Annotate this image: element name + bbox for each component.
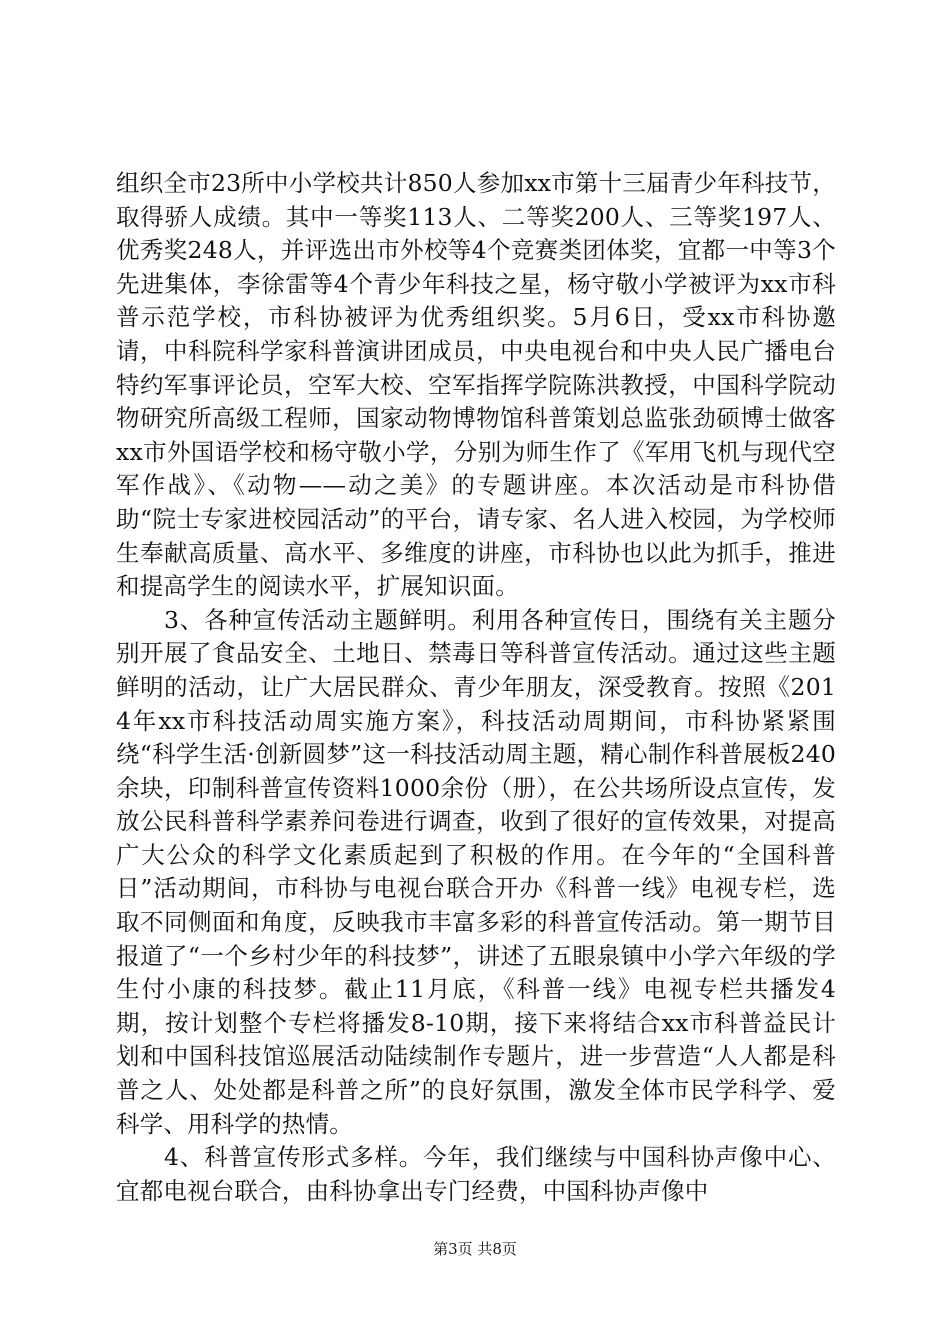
paragraph-continuation: 组织全市23所中小学校共计850人参加xx市第十三届青少年科技节，取得骄人成绩。其中一等奖113人、二等奖200人、三等奖197人、优秀奖248人，并评选出市外校等4个竞赛类团体奖，宜都一中等3个先进集体，李徐雷等4个青少年科技之星，杨守敬小学被评为xx市科普示范学校，市科协被评为优秀组织奖。5月6日，受xx市科协邀请，中科院科学家科普演讲团成员，中央电视台和中央人民广播电台特约军事评论员，空军大校、空军指挥学院陈洪教授，中国科学院动物研究所高级工程师，国家动物博物馆科普策划总监张劲硕博士做客xx市外国语学校和杨守敬小学，分别为师生作了《军用飞机与现代空军作战》、《动物——动之美》的专题讲座。本次活动是市科协借助“院士专家进校园活动”的平台，请专家、名人进入校园，为学校师生奉献高质量、高水平、多维度的讲座，市科协也以此为抓手，推进和提高学生的阅读水平，扩展知识面。: [116, 169, 836, 601]
page-number-footer: 第3页 共8页: [433, 1240, 517, 1258]
paragraph-section-4: 4、科普宣传形式多样。今年，我们继续与中国科协声像中心、宜都电视台联合，由科协拿出专门经费，中国科协声像中: [116, 1143, 836, 1205]
paragraph-section-3: 3、各种宣传活动主题鲜明。利用各种宣传日，围绕有关主题分别开展了食品安全、土地日、禁毒日等科普宣传活动。通过这些主题鲜明的活动，让广大居民群众、青少年朋友，深受教育。按照《2014年xx市科技活动周实施方案》，科技活动周期间，市科协紧紧围绕“科学生活·创新圆梦”这一科技活动周主题，精心制作科普展板240余块，印制科普宣传资料1000余份（册），在公共场所设点宣传，发放公民科普科学素养问卷进行调查，收到了很好的宣传效果，对提高广大公众的科学文化素质起到了积极的作用。在今年的“全国科普日”活动期间，市科协与电视台联合开办《科普一线》电视专栏，选取不同侧面和角度，反映我市丰富多彩的科普宣传活动。第一期节目报道了“一个乡村少年的科技梦”，讲述了五眼泉镇中小学六年级的学生付小康的科技梦。截止11月底，《科普一线》电视专栏共播发4期，按计划整个专栏将播发8-10期，接下来将结合xx市科普益民计划和中国科技馆巡展活动陆续制作专题片，进一步营造“人人都是科普之人、处处都是科普之所”的良好氛围，激发全体市民学科学、爱科学、用科学的热情。: [116, 605, 836, 1138]
document-body: [116, 167, 836, 1208]
